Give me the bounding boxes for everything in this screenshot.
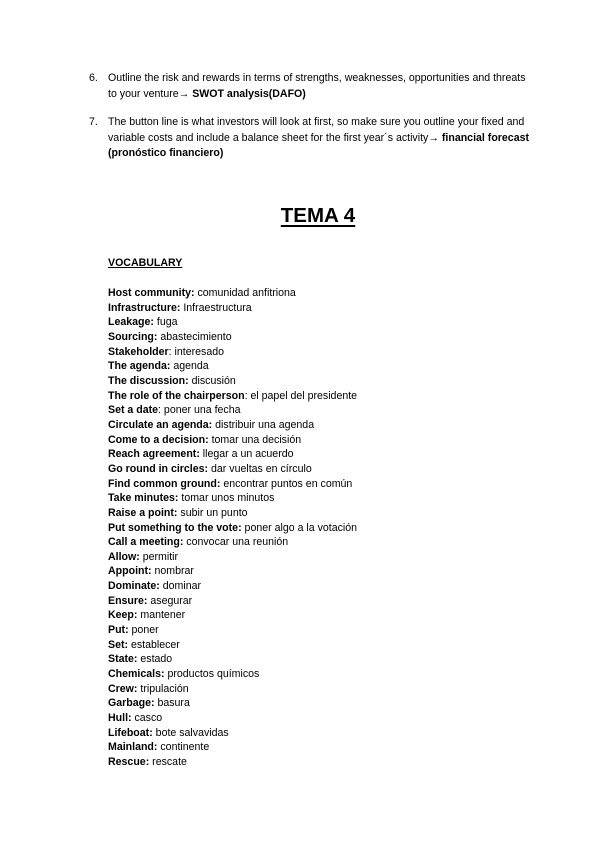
vocabulary-term: Chemicals: xyxy=(108,668,165,681)
vocabulary-row xyxy=(108,608,528,623)
vocabulary-translation: discusión xyxy=(188,374,236,387)
vocabulary-row xyxy=(108,506,528,521)
vocabulary-term: Circulate an agenda: xyxy=(108,418,213,431)
vocabulary-translation: asegurar xyxy=(147,594,193,607)
vocabulary-term: Go round in circles: xyxy=(108,462,209,475)
vocabulary-row xyxy=(108,564,528,579)
vocabulary-translation: tripulación xyxy=(137,682,189,695)
vocabulary-translation: convocar una reunión xyxy=(183,536,289,549)
vocabulary-term: Sourcing: xyxy=(108,330,158,343)
vocabulary-translation: abastecimiento xyxy=(157,330,232,343)
vocabulary-term: Infrastructure: xyxy=(108,301,181,314)
numbered-list xyxy=(89,71,529,175)
vocabulary-term: Lifeboat: xyxy=(108,726,153,739)
vocabulary-translation: fuga xyxy=(153,316,178,329)
vocabulary-row xyxy=(108,359,528,374)
vocabulary-term: The discussion: xyxy=(108,374,189,387)
vocabulary-translation: poner xyxy=(128,624,159,637)
vocabulary-translation: llegar a un acuerdo xyxy=(199,448,294,461)
list-item-7 xyxy=(89,115,529,162)
vocabulary-row xyxy=(108,594,528,609)
vocabulary-row xyxy=(108,535,528,550)
list-text xyxy=(108,71,529,102)
vocabulary-list xyxy=(108,286,528,770)
vocabulary-term: State: xyxy=(108,653,138,666)
vocabulary-row xyxy=(108,696,528,711)
vocabulary-term: Come to a decision: xyxy=(108,433,209,446)
vocabulary-translation: encontrar puntos en común xyxy=(220,477,353,490)
vocabulary-row xyxy=(108,301,528,316)
vocabulary-row xyxy=(108,491,528,506)
vocabulary-row xyxy=(108,623,528,638)
list-item-6 xyxy=(89,71,529,102)
vocabulary-term: Take minutes: xyxy=(108,492,179,505)
vocabulary-term: Keep: xyxy=(108,609,138,622)
vocabulary-row xyxy=(108,667,528,682)
vocabulary-term: Allow: xyxy=(108,550,140,563)
vocabulary-term: Raise a point: xyxy=(108,506,178,519)
vocabulary-row xyxy=(108,682,528,697)
vocabulary-row xyxy=(108,477,528,492)
vocabulary-term: Stakeholder xyxy=(108,345,169,358)
vocabulary-translation: establecer xyxy=(128,638,180,651)
vocabulary-translation: continente xyxy=(157,741,210,754)
vocabulary-row xyxy=(108,755,528,770)
vocabulary-term: Hull: xyxy=(108,712,132,725)
vocabulary-term: Put something to the vote: xyxy=(108,521,242,534)
vocabulary-row xyxy=(108,315,528,330)
vocabulary-translation: poner algo a la votación xyxy=(241,521,358,534)
list-text xyxy=(108,115,529,162)
vocabulary-term: Host community: xyxy=(108,287,195,299)
vocabulary-translation: : poner una fecha xyxy=(158,404,241,417)
list-text-bold: SWOT analysis(DAFO) xyxy=(192,87,306,100)
vocabulary-translation: dar vueltas en círculo xyxy=(208,462,312,475)
vocabulary-translation: mantener xyxy=(137,609,186,622)
vocabulary-term: Garbage: xyxy=(108,697,155,710)
vocabulary-heading: VOCABULARY xyxy=(108,257,183,269)
vocabulary-translation: subir un punto xyxy=(177,506,248,519)
vocabulary-translation: estado xyxy=(137,653,173,666)
vocabulary-translation: productos químicos xyxy=(164,668,260,681)
vocabulary-translation: tomar unos minutos xyxy=(178,492,275,505)
vocabulary-row xyxy=(108,652,528,667)
vocabulary-row xyxy=(108,711,528,726)
vocabulary-translation: comunidad anfitriona xyxy=(194,287,296,299)
vocabulary-row xyxy=(108,433,528,448)
vocabulary-translation: tomar una decisión xyxy=(208,433,302,446)
vocabulary-translation: agenda xyxy=(170,360,209,373)
vocabulary-row xyxy=(108,740,528,755)
vocabulary-row xyxy=(108,330,528,345)
vocabulary-row xyxy=(108,521,528,536)
vocabulary-row xyxy=(108,389,528,404)
vocabulary-row xyxy=(108,418,528,433)
vocabulary-term: Set a date xyxy=(108,404,159,417)
vocabulary-term: Leakage: xyxy=(108,316,154,329)
vocabulary-row xyxy=(108,403,528,418)
vocabulary-row xyxy=(108,579,528,594)
vocabulary-term: The agenda: xyxy=(108,360,171,373)
vocabulary-translation: distribuir una agenda xyxy=(212,418,315,431)
list-number: 7. xyxy=(89,116,98,128)
vocabulary-translation: permitir xyxy=(139,550,179,563)
vocabulary-term: Rescue: xyxy=(108,756,150,768)
vocabulary-row xyxy=(108,638,528,653)
vocabulary-term: Crew: xyxy=(108,682,138,695)
vocabulary-row xyxy=(108,447,528,462)
vocabulary-translation: : interesado xyxy=(168,345,224,358)
list-text-plain: The button line is what investors will look at first, so make sure you outline your fixed and variable costs and include a balance sheet for the first year´s activity→ xyxy=(108,116,525,144)
vocabulary-row xyxy=(108,286,528,301)
vocabulary-term: Reach agreement: xyxy=(108,448,200,461)
vocabulary-translation: nombrar xyxy=(151,565,194,578)
vocabulary-term: Dominate: xyxy=(108,580,160,593)
vocabulary-row xyxy=(108,550,528,565)
vocabulary-term: Appoint: xyxy=(108,565,152,578)
list-text-plain: Outline the risk and rewards in terms of strengths, weaknesses, opportunities and threats to your venture→ xyxy=(108,72,526,100)
vocabulary-translation: basura xyxy=(154,697,190,710)
section-title: TEMA 4 xyxy=(280,204,356,227)
vocabulary-term: Ensure: xyxy=(108,594,148,607)
vocabulary-translation: rescate xyxy=(149,756,187,768)
vocabulary-term: Set: xyxy=(108,638,129,651)
vocabulary-row xyxy=(108,374,528,389)
vocabulary-translation: casco xyxy=(131,712,163,725)
vocabulary-translation: Infraestructura xyxy=(180,301,252,314)
vocabulary-row xyxy=(108,462,528,477)
vocabulary-term: The role of the chairperson xyxy=(108,389,245,402)
vocabulary-term: Mainland: xyxy=(108,741,158,754)
list-number: 6. xyxy=(89,72,98,84)
vocabulary-term: Call a meeting: xyxy=(108,536,184,549)
vocabulary-row xyxy=(108,726,528,741)
list-text-bold: financial forecast (pronóstico financiero) xyxy=(108,131,530,159)
vocabulary-term: Find common ground: xyxy=(108,477,221,490)
vocabulary-translation: : el papel del presidente xyxy=(244,389,358,402)
vocabulary-row xyxy=(108,345,528,360)
vocabulary-translation: bote salvavidas xyxy=(152,726,229,739)
vocabulary-term: Put: xyxy=(108,624,129,637)
vocabulary-translation: dominar xyxy=(159,580,202,593)
